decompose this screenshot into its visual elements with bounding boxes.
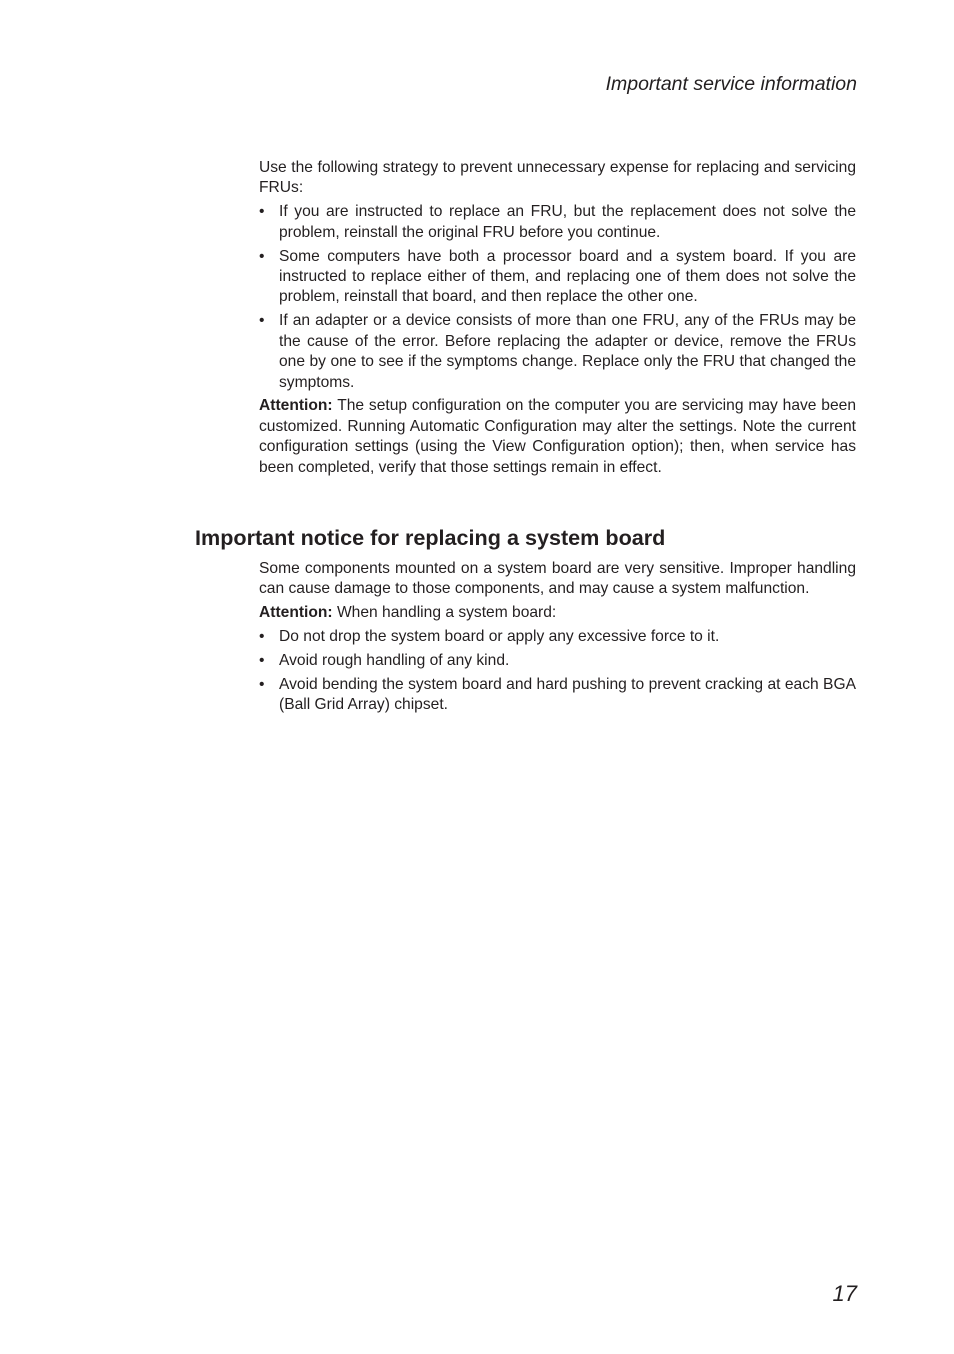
bullet-icon: •	[259, 312, 265, 330]
attention-text: The setup configuration on the computer you are servicing may have been customized. Running Automatic Configuration may alter the settings. Note the current configuration settings (using the View Configuration option); then, when service has been completed, verify that those settings remain in effect.	[259, 397, 856, 476]
list-item	[259, 247, 856, 308]
strategy-section	[259, 158, 856, 482]
attention-note	[259, 603, 856, 623]
attention-label: Attention:	[259, 604, 333, 622]
list-item	[259, 675, 856, 716]
bullet-icon: •	[259, 247, 265, 265]
attention-note	[259, 396, 856, 478]
bullet-icon: •	[259, 628, 265, 646]
bullet-icon: •	[259, 203, 265, 221]
list-item	[259, 311, 856, 393]
list-item-text: Avoid bending the system board and hard pushing to prevent cracking at each BGA (Ball Grid Array) chipset.	[279, 676, 856, 714]
list-item-text: Some computers have both a processor board and a system board. If you are instructed to replace either of them, and replacing one of them does not solve the problem, reinstall that board, and then replace the other one.	[279, 247, 856, 306]
list-item	[259, 202, 856, 243]
strategy-intro: Use the following strategy to prevent unnecessary expense for replacing and servicing FRUs:	[259, 159, 856, 197]
system-board-section	[259, 559, 856, 719]
list-item-text: If you are instructed to replace an FRU, but the replacement does not solve the problem, reinstall the original FRU before you continue.	[279, 203, 856, 241]
running-header: Important service information	[605, 73, 857, 95]
system-board-intro: Some components mounted on a system board are very sensitive. Improper handling can cause damage to those components, and may cause a system malfunction.	[259, 560, 856, 598]
bullet-icon: •	[259, 676, 265, 694]
section-heading: Important notice for replacing a system board	[195, 525, 666, 550]
list-item-text: Do not drop the system board or apply any excessive force to it.	[279, 628, 720, 646]
attention-label: Attention:	[259, 397, 333, 415]
strategy-list	[259, 202, 856, 393]
attention-text: When handling a system board:	[332, 604, 557, 622]
list-item-text: Avoid rough handling of any kind.	[279, 652, 510, 670]
list-item	[259, 651, 856, 671]
handling-list	[259, 627, 856, 716]
page-number: 17	[832, 1281, 857, 1306]
bullet-icon: •	[259, 652, 265, 670]
list-item-text: If an adapter or a device consists of more than one FRU, any of the FRUs may be the cause of the error. Before replacing the adapter or device, remove the FRUs one by one to see if the symptoms change. Replace only the FRU that changed the symptoms.	[279, 312, 856, 391]
list-item	[259, 627, 856, 647]
